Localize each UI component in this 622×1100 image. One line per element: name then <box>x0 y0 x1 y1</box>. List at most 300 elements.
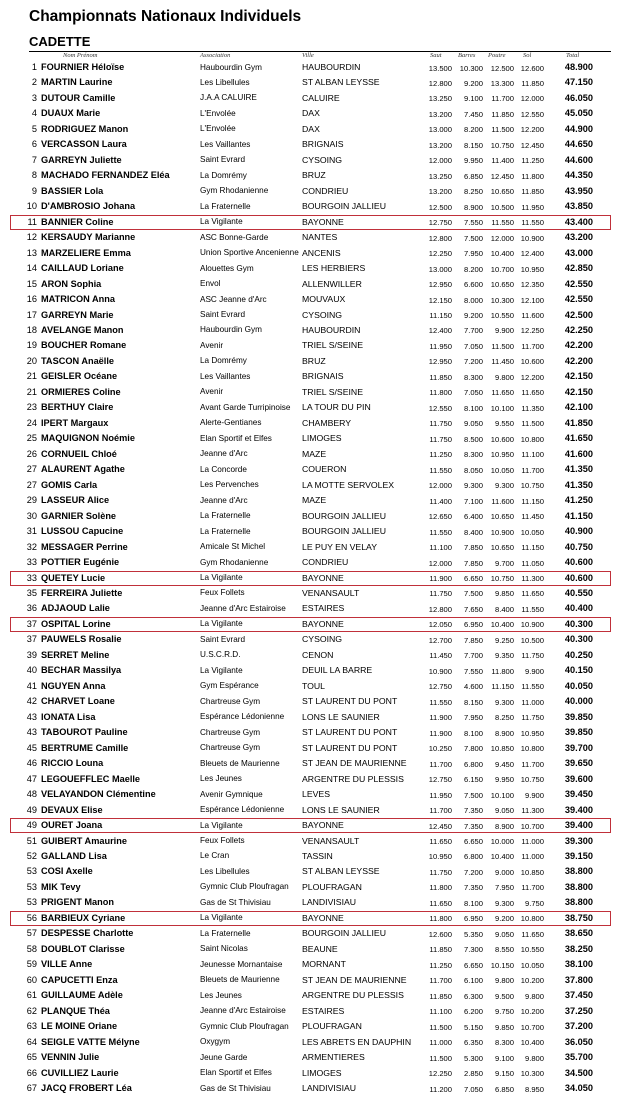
table-row <box>0 292 622 307</box>
rank-cell: 16 <box>26 294 37 305</box>
ville-cell: ESTAIRES <box>302 1005 345 1016</box>
barres-score-cell: 8.200 <box>463 264 483 274</box>
association-cell: Bleuets de Maurienne <box>200 758 280 768</box>
table-row <box>0 957 622 972</box>
saut-score-cell: 11.100 <box>429 543 452 553</box>
table-row <box>0 137 622 152</box>
table-row <box>0 261 622 276</box>
ville-cell: LE PUY EN VELAY <box>302 541 378 552</box>
association-cell: Haubourdin Gym <box>200 325 262 335</box>
name-cell: ARON Sophia <box>41 278 102 289</box>
sol-score-cell: 11.650 <box>521 589 544 599</box>
rank-cell: 36 <box>26 603 37 614</box>
ville-cell: BAYONNE <box>302 618 344 629</box>
name-cell: AVELANGE Manon <box>41 324 124 335</box>
table-row <box>0 694 622 709</box>
ville-cell: BEAUNE <box>302 943 338 954</box>
poutre-score-cell: 9.050 <box>494 806 514 816</box>
poutre-score-cell: 10.000 <box>490 837 514 846</box>
table-row <box>0 710 622 725</box>
barres-score-cell: 5.300 <box>463 1053 483 1063</box>
association-cell: Jeune Garde <box>200 1052 248 1062</box>
sol-score-cell: 12.450 <box>520 140 544 150</box>
association-cell: J.A.A CALUIRE <box>200 93 257 103</box>
barres-score-cell: 6.650 <box>463 574 483 583</box>
barres-score-cell: 7.850 <box>463 543 483 553</box>
poutre-score-cell: 11.500 <box>491 341 514 351</box>
ville-cell: CONDRIEU <box>302 557 349 568</box>
ville-cell: LONS LE SAUNIER <box>302 804 380 815</box>
rank-cell: 24 <box>26 417 37 428</box>
ville-cell: TRIEL S/SEINE <box>302 340 363 351</box>
poutre-score-cell: 10.400 <box>490 852 514 862</box>
name-cell: MATRICON Anna <box>41 294 116 305</box>
ville-cell: PLOUFRAGAN <box>302 881 362 892</box>
barres-score-cell: 6.650 <box>463 837 483 846</box>
table-row <box>0 926 622 941</box>
sol-score-cell: 11.750 <box>521 713 544 723</box>
ville-cell: DAX <box>302 123 320 134</box>
association-cell: La Fraternelle <box>200 928 251 938</box>
saut-score-cell: 12.000 <box>428 156 452 166</box>
barres-score-cell: 9.200 <box>463 311 483 321</box>
table-row <box>0 462 622 477</box>
association-cell: ASC Jeanne d'Arc <box>200 294 267 304</box>
association-cell: Jeanne d'Arc <box>200 495 248 505</box>
saut-score-cell: 11.800 <box>429 914 452 924</box>
name-cell: GARREYN Marie <box>41 309 114 320</box>
total-score-cell: 38.750 <box>564 912 593 923</box>
barres-score-cell: 4.600 <box>463 682 483 692</box>
sol-score-cell: 10.950 <box>520 264 544 274</box>
barres-score-cell: 7.700 <box>463 651 483 661</box>
name-cell: MACHADO FERNANDEZ Eléa <box>41 170 170 181</box>
table-row <box>0 1019 622 1034</box>
association-cell: Les Jeunes <box>200 774 242 784</box>
barres-score-cell: 7.350 <box>463 821 483 831</box>
name-cell: PAUWELS Rosalie <box>41 634 122 645</box>
total-score-cell: 39.600 <box>564 773 593 784</box>
saut-score-cell: 11.200 <box>429 1084 452 1094</box>
name-cell: TASCON Anaëlle <box>41 355 115 366</box>
poutre-score-cell: 9.350 <box>494 651 514 661</box>
saut-score-cell: 11.900 <box>429 574 452 583</box>
total-score-cell: 40.300 <box>564 634 593 645</box>
poutre-score-cell: 13.300 <box>490 78 514 88</box>
name-cell: D'AMBROSIO Johana <box>41 201 136 212</box>
name-cell: BASSIER Lola <box>41 185 104 196</box>
name-cell: IONATA Lisa <box>41 711 96 722</box>
association-cell: La Fraternelle <box>200 526 251 536</box>
name-cell: LUSSOU Capucine <box>41 526 124 537</box>
rank-cell: 33 <box>26 572 37 583</box>
barres-score-cell: 9.950 <box>463 156 483 166</box>
sol-score-cell: 12.200 <box>520 125 544 135</box>
header-saut: Saut <box>430 52 442 59</box>
poutre-score-cell: 10.100 <box>490 403 514 413</box>
total-score-cell: 42.550 <box>564 294 593 305</box>
saut-score-cell: 12.550 <box>428 403 452 413</box>
poutre-score-cell: 10.700 <box>490 264 514 274</box>
name-cell: VILLE Anne <box>41 959 93 970</box>
sol-score-cell: 10.800 <box>520 744 544 754</box>
total-score-cell: 41.350 <box>564 464 593 475</box>
ville-cell: TOUL <box>302 680 326 691</box>
rank-cell: 48 <box>26 789 37 800</box>
table-row <box>0 199 622 214</box>
table-row <box>0 772 622 787</box>
total-score-cell: 44.650 <box>564 139 593 150</box>
poutre-score-cell: 11.800 <box>491 666 514 676</box>
sol-score-cell: 11.800 <box>521 171 544 181</box>
saut-score-cell: 12.750 <box>428 218 452 228</box>
name-cell: BECHAR Massilya <box>41 665 122 676</box>
table-row <box>0 184 622 199</box>
sol-score-cell: 9.900 <box>524 666 544 676</box>
name-cell: BOUCHER Romane <box>41 340 127 351</box>
saut-score-cell: 11.950 <box>429 790 452 800</box>
sol-score-cell: 10.050 <box>520 527 544 537</box>
ville-cell: CENON <box>302 649 334 660</box>
poutre-score-cell: 6.850 <box>494 1084 514 1094</box>
poutre-score-cell: 10.500 <box>490 202 514 212</box>
ville-cell: ARGENTRE DU PLESSIS <box>302 990 404 1001</box>
association-cell: Gym Rhodanienne <box>200 557 269 567</box>
total-score-cell: 41.250 <box>564 495 593 506</box>
name-cell: LEGOUEFFLEC Maelle <box>41 773 141 784</box>
name-cell: GOMIS Carla <box>41 479 98 490</box>
rank-cell: 30 <box>26 510 37 521</box>
name-cell: TABOUROT Pauline <box>41 727 128 738</box>
rank-cell: 21 <box>26 386 37 397</box>
sol-score-cell: 11.100 <box>521 450 544 460</box>
saut-score-cell: 12.800 <box>428 78 452 88</box>
table-row <box>0 416 622 431</box>
sol-score-cell: 10.050 <box>520 960 544 970</box>
association-cell: La Vigilante <box>200 665 243 675</box>
table-row <box>0 988 622 1003</box>
rank-cell: 65 <box>26 1052 37 1063</box>
poutre-score-cell: 8.550 <box>494 945 514 955</box>
poutre-score-cell: 11.700 <box>491 94 514 104</box>
poutre-score-cell: 12.450 <box>490 171 514 181</box>
association-cell: Jeanne d'Arc Estairoise <box>200 603 286 613</box>
poutre-score-cell: 10.400 <box>490 620 514 630</box>
saut-score-cell: 11.100 <box>429 1007 452 1017</box>
name-cell: CUVILLIEZ Laurie <box>41 1067 119 1078</box>
sol-score-cell: 9.800 <box>524 1053 544 1063</box>
ville-cell: DAX <box>302 108 320 119</box>
sol-score-cell: 10.200 <box>520 1007 544 1017</box>
ville-cell: ANCENIS <box>302 247 341 258</box>
barres-score-cell: 7.550 <box>463 666 483 676</box>
sol-score-cell: 11.700 <box>521 883 544 893</box>
ville-cell: NANTES <box>302 232 338 243</box>
saut-score-cell: 12.700 <box>428 635 452 645</box>
barres-score-cell: 5.150 <box>463 1022 483 1032</box>
sol-score-cell: 10.750 <box>520 775 544 785</box>
saut-score-cell: 10.900 <box>428 666 452 676</box>
rank-cell: 51 <box>26 835 37 846</box>
sol-score-cell: 10.800 <box>520 914 544 924</box>
association-cell: Feux Follets <box>200 836 245 845</box>
total-score-cell: 37.200 <box>564 1021 593 1032</box>
poutre-score-cell: 9.700 <box>494 558 514 568</box>
table-row <box>0 122 622 137</box>
barres-score-cell: 8.300 <box>463 450 483 460</box>
rank-cell: 3 <box>31 92 37 103</box>
barres-score-cell: 7.200 <box>463 867 483 877</box>
sol-score-cell: 11.850 <box>521 78 544 88</box>
total-score-cell: 38.650 <box>564 928 593 939</box>
total-score-cell: 39.700 <box>564 742 593 753</box>
association-cell: La Vigilante <box>200 913 243 923</box>
ville-cell: CYSOING <box>302 309 343 320</box>
sol-score-cell: 9.900 <box>524 790 544 800</box>
table-row <box>0 586 622 601</box>
name-cell: RICCIO Louna <box>41 758 104 769</box>
rank-cell: 35 <box>26 587 37 598</box>
association-cell: Avenir Gymnique <box>200 789 263 799</box>
barres-score-cell: 6.200 <box>463 1007 483 1017</box>
association-cell: Elan Sportif et Elfes <box>200 433 272 443</box>
table-row <box>0 1081 622 1096</box>
table-row <box>0 725 622 740</box>
ville-cell: ST ALBAN LEYSSE <box>302 866 380 877</box>
poutre-score-cell: 9.300 <box>494 481 514 491</box>
name-cell: LE MOINE Oriane <box>41 1021 118 1032</box>
total-score-cell: 39.850 <box>564 711 593 722</box>
barres-score-cell: 8.200 <box>463 125 483 135</box>
poutre-score-cell: 9.200 <box>494 914 514 924</box>
sol-score-cell: 10.400 <box>520 1038 544 1048</box>
name-cell: DUAUX Marie <box>41 108 101 119</box>
rank-cell: 57 <box>26 928 37 939</box>
total-score-cell: 39.850 <box>564 727 593 738</box>
ville-cell: CYSOING <box>302 634 343 645</box>
name-cell: DEVAUX Elise <box>41 804 103 815</box>
poutre-score-cell: 9.450 <box>494 759 514 769</box>
association-cell: Saint Nicolas <box>200 944 248 954</box>
name-cell: SEIGLE VATTE Mélyne <box>41 1036 140 1047</box>
rank-cell: 12 <box>26 232 37 243</box>
saut-score-cell: 12.050 <box>428 620 452 630</box>
table-row <box>0 880 622 895</box>
name-cell: BERTHUY Claire <box>41 402 114 413</box>
sol-score-cell: 11.550 <box>521 604 544 614</box>
ville-cell: BAYONNE <box>302 572 344 583</box>
sol-score-cell: 11.150 <box>521 543 544 553</box>
rank-cell: 49 <box>26 804 37 815</box>
sol-score-cell: 10.550 <box>520 945 544 955</box>
rank-cell: 53 <box>26 866 37 877</box>
poutre-score-cell: 10.300 <box>490 295 514 305</box>
association-cell: Oxygym <box>200 1037 231 1047</box>
association-cell: Avenir <box>200 340 224 350</box>
ville-cell: LES HERBIERS <box>302 263 366 274</box>
sol-score-cell: 9.800 <box>524 991 544 1001</box>
ville-cell: HAUBOURDIN <box>302 62 361 72</box>
name-cell: ORMIERES Coline <box>41 386 121 397</box>
name-cell: DESPESSE Charlotte <box>41 928 134 939</box>
name-cell: COSI Axelle <box>41 866 93 877</box>
barres-score-cell: 8.400 <box>463 527 483 537</box>
total-score-cell: 41.850 <box>564 417 593 428</box>
association-cell: La Domrémy <box>200 170 247 180</box>
ville-cell: ARMENTIERES <box>302 1052 365 1063</box>
ville-cell: HAUBOURDIN <box>302 324 361 335</box>
table-row <box>0 215 622 230</box>
rank-cell: 27 <box>26 479 37 490</box>
poutre-score-cell: 11.150 <box>491 682 514 692</box>
sol-score-cell: 10.700 <box>520 821 544 831</box>
sol-score-cell: 11.350 <box>521 403 544 413</box>
saut-score-cell: 12.250 <box>428 249 452 259</box>
association-cell: Saint Evrard <box>200 634 246 644</box>
saut-score-cell: 11.850 <box>429 945 452 955</box>
name-cell: NGUYEN Anna <box>41 680 106 691</box>
table-row <box>0 540 622 555</box>
barres-score-cell: 5.350 <box>463 929 483 939</box>
ville-cell: CONDRIEU <box>302 185 349 196</box>
table-row <box>0 617 622 632</box>
ville-cell: LIMOGES <box>302 433 342 444</box>
sol-score-cell: 11.650 <box>521 929 544 939</box>
table-row <box>0 756 622 771</box>
total-score-cell: 48.900 <box>564 62 593 72</box>
table-row <box>0 787 622 802</box>
name-cell: GUIBERT Amaurine <box>41 835 127 846</box>
total-score-cell: 41.650 <box>564 433 593 444</box>
total-score-cell: 40.600 <box>564 572 593 583</box>
total-score-cell: 38.800 <box>564 897 593 908</box>
table-row <box>0 75 622 90</box>
poutre-score-cell: 9.950 <box>494 775 514 785</box>
name-cell: OURET Joana <box>41 820 103 831</box>
ville-cell: LA MOTTE SERVOLEX <box>302 479 395 490</box>
total-score-cell: 38.800 <box>564 881 593 892</box>
saut-score-cell: 11.000 <box>429 1038 452 1048</box>
name-cell: BARBIEUX Cyriane <box>41 912 126 923</box>
association-cell: La Vigilante <box>200 573 243 582</box>
association-cell: La Concorde <box>200 464 247 474</box>
total-score-cell: 40.300 <box>564 618 593 629</box>
ville-cell: BOURGOIN JALLIEU <box>302 928 386 939</box>
barres-score-cell: 8.100 <box>463 728 483 738</box>
name-cell: MAQUIGNON Noémie <box>41 433 135 444</box>
total-score-cell: 40.750 <box>564 541 593 552</box>
barres-score-cell: 9.300 <box>463 481 483 491</box>
rank-cell: 27 <box>26 464 37 475</box>
association-cell: Elan Sportif et Elfes <box>200 1068 272 1078</box>
barres-score-cell: 8.050 <box>463 465 483 475</box>
association-cell: L'Envolée <box>200 124 236 134</box>
table-row <box>0 524 622 539</box>
poutre-score-cell: 11.650 <box>491 388 514 398</box>
association-cell: Bleuets de Maurienne <box>200 975 280 985</box>
barres-score-cell: 6.150 <box>463 775 483 785</box>
poutre-score-cell: 11.400 <box>491 156 514 166</box>
barres-score-cell: 6.950 <box>463 620 483 630</box>
poutre-score-cell: 9.900 <box>494 326 514 336</box>
table-row <box>0 509 622 524</box>
total-score-cell: 37.450 <box>564 990 593 1001</box>
barres-score-cell: 10.300 <box>459 63 483 73</box>
name-cell: CORNUEIL Chloé <box>41 448 117 459</box>
table-row <box>0 400 622 415</box>
header-ville: Ville <box>302 52 314 59</box>
ville-cell: BRUZ <box>302 355 326 366</box>
sol-score-cell: 11.450 <box>521 512 544 522</box>
rank-cell: 33 <box>26 557 37 568</box>
rank-cell: 53 <box>26 881 37 892</box>
saut-score-cell: 11.750 <box>429 434 452 444</box>
total-score-cell: 40.600 <box>564 557 593 568</box>
ville-cell: BRIGNAIS <box>302 371 344 382</box>
poutre-score-cell: 9.750 <box>494 1007 514 1017</box>
barres-score-cell: 6.350 <box>463 1038 483 1048</box>
barres-score-cell: 2.850 <box>463 1069 483 1079</box>
ville-cell: BOURGOIN JALLIEU <box>302 201 386 212</box>
barres-score-cell: 8.100 <box>463 898 483 908</box>
rank-cell: 59 <box>26 959 37 970</box>
poutre-score-cell: 10.400 <box>490 249 514 259</box>
total-score-cell: 40.900 <box>564 526 593 537</box>
association-cell: Gymnic Club Ploufragan <box>200 882 289 892</box>
total-score-cell: 42.850 <box>564 263 593 274</box>
sol-score-cell: 10.600 <box>520 357 544 367</box>
association-cell: Gas de St Thivisiau <box>200 1083 271 1093</box>
total-score-cell: 42.550 <box>564 278 593 289</box>
total-score-cell: 39.150 <box>564 850 593 861</box>
rank-cell: 40 <box>26 665 37 676</box>
rank-cell: 64 <box>26 1036 37 1047</box>
total-score-cell: 37.800 <box>564 974 593 985</box>
sol-score-cell: 11.500 <box>521 419 544 429</box>
sol-score-cell: 11.950 <box>521 202 544 212</box>
table-row <box>0 601 622 616</box>
saut-score-cell: 11.450 <box>429 651 452 661</box>
ville-cell: ST LAURENT DU PONT <box>302 727 398 738</box>
ville-cell: LANDIVISIAU <box>302 897 357 908</box>
rank-cell: 37 <box>26 618 37 629</box>
barres-score-cell: 7.050 <box>463 1084 483 1094</box>
poutre-score-cell: 10.550 <box>490 311 514 321</box>
saut-score-cell: 11.650 <box>429 898 452 908</box>
ville-cell: BAYONNE <box>302 820 344 831</box>
barres-score-cell: 7.350 <box>463 806 483 816</box>
ville-cell: ST JEAN DE MAURIENNE <box>302 758 407 769</box>
ville-cell: CALUIRE <box>302 92 340 103</box>
barres-score-cell: 7.500 <box>463 790 483 800</box>
name-cell: MARZELIERE Emma <box>41 247 131 258</box>
name-cell: DUTOUR Camille <box>41 92 116 103</box>
table-row <box>0 91 622 106</box>
sol-score-cell: 12.400 <box>520 249 544 259</box>
barres-score-cell: 7.950 <box>463 249 483 259</box>
poutre-score-cell: 9.000 <box>494 867 514 877</box>
poutre-score-cell: 7.950 <box>494 883 514 893</box>
barres-score-cell: 8.150 <box>463 140 483 150</box>
total-score-cell: 38.250 <box>564 943 593 954</box>
barres-score-cell: 7.950 <box>463 713 483 723</box>
name-cell: FERREIRA Juliette <box>41 587 123 598</box>
poutre-score-cell: 9.850 <box>494 589 514 599</box>
table-row <box>0 803 622 818</box>
association-cell: Le Cran <box>200 851 230 861</box>
total-score-cell: 38.800 <box>564 866 593 877</box>
total-score-cell: 42.150 <box>564 371 593 382</box>
